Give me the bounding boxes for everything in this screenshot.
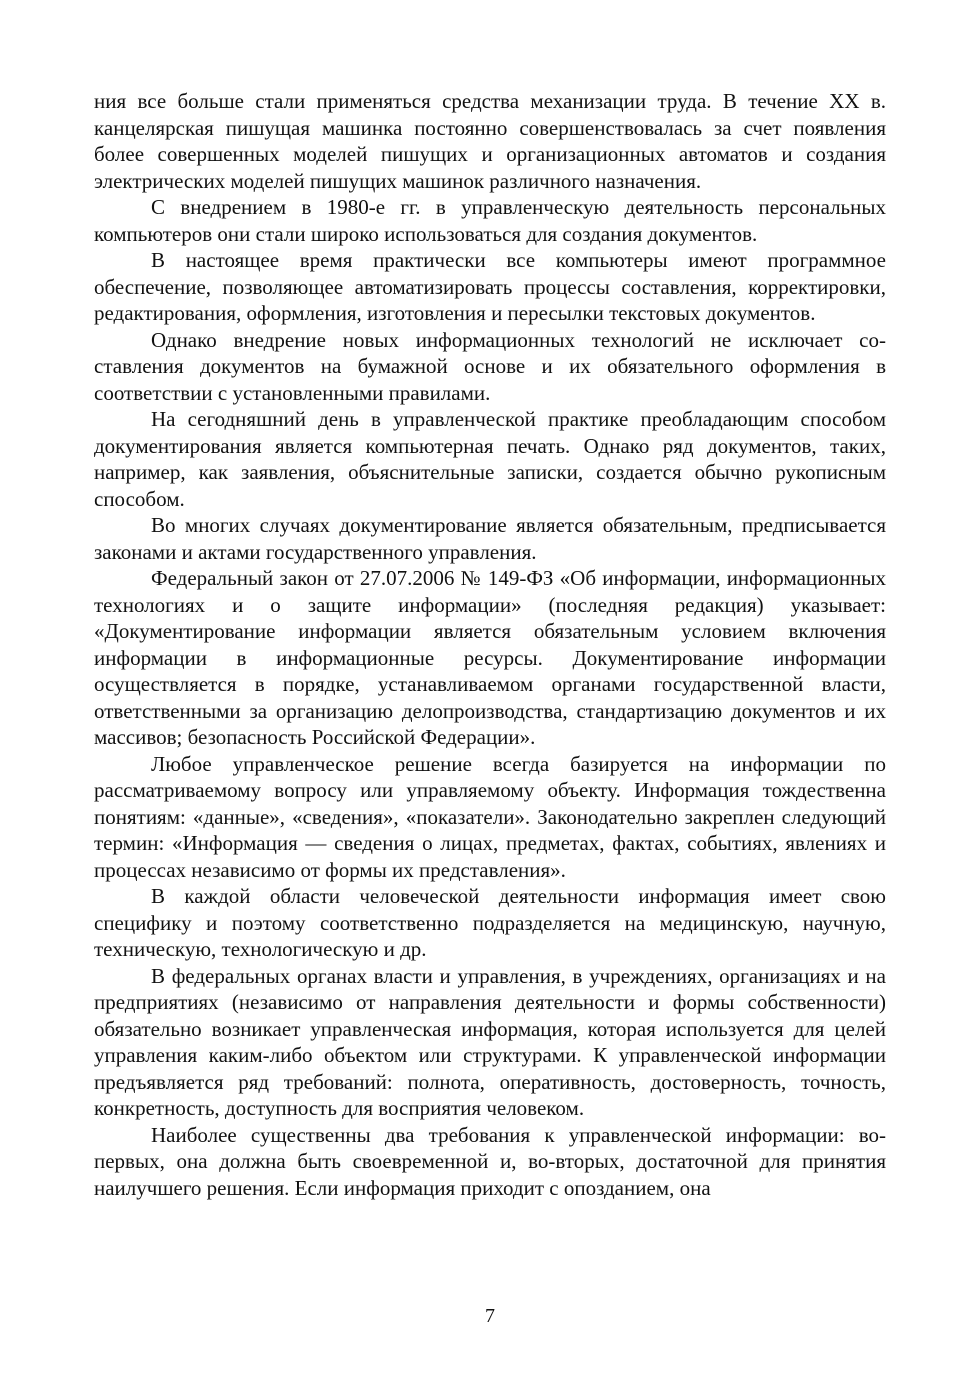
page-body	[94, 88, 886, 1201]
paragraph-continuation: ния все больше стали применяться средства механизации труда. В течение XX в. канцелярская пишущая машинка постоянно совершенствовалась за счет появления более совершенных моделей пишущих и организационных автоматов и создания электрических моделей пишущих машинок различного назначения.	[94, 89, 886, 193]
paragraph: Федеральный закон от 27.07.2006 № 149-ФЗ «Об информации, информационных технологиях и о защите информации» (последняя редакция) указывает: «Документирование информации является обязательным условием включения информации в информационные ресурсы. Документирование информации осуществляется в порядке, устанавливаемом органами государственной власти, ответственными за организацию делопроизводства, стандартизацию документов и их массивов; безопасность Российской Федерации».	[94, 566, 886, 749]
paragraph: В настоящее время практически все компьютеры имеют программное обеспечение, позволяющее автоматизировать процессы составления, корректировки, редактирования, оформления, изготовления и пересылки текстовых документов.	[94, 248, 886, 325]
paragraph: В федеральных органах власти и управления, в учреждениях, организациях и на предприятиях (независимо от направления деятельности и формы собственности) обязательно возникает управленческая информация, которая используется для целей управления каким-либо объектом или структурами. К управленческой информации предъявляется ряд требований: полнота, оперативность, достоверность, точность, конкретность, доступность для восприятия человеком.	[94, 963, 886, 1120]
paragraph: Однако внедрение новых информационных технологий не исключает составления документов на бумажной основе и их обязательного оформления в соответствии с установленными правилами.	[94, 327, 886, 405]
page-number: 7	[485, 1305, 495, 1327]
paragraph: С внедрением в 1980-е гг. в управленческую деятельность персональных компьютеров они стали широко использоваться для создания документов.	[94, 195, 886, 246]
paragraph: В каждой области человеческой деятельности информация имеет свою специфику и поэтому соответственно подразделяется на медицинскую, научную, техническую, технологическую и др.	[94, 884, 886, 961]
paragraph: На сегодняшний день в управленческой практике преобладающим способом документирования является компьютерная печать. Однако ряд документов, таких, например, как заявления, объяснительные записки, создается обычно рукописным способом.	[94, 407, 886, 511]
paragraph: Любое управленческое решение всегда базируется на информации по рассматриваемому вопросу или управляемому объекту. Информация тождественна понятиям: «данные», «сведения», «показатели». Законодательно закреплен следующий термин: «Информация — сведения о лицах, предметах, фактах, событиях, явлениях и процессах независимо от формы их представления».	[94, 751, 886, 882]
paragraph: Во многих случаях документирование является обязательным, предписывается законами и актами государственного управления.	[94, 513, 886, 564]
paragraph: Наиболее существенны два требования к управленческой информации: во-первых, она должна быть своевременной и, во-вторых, достаточной для принятия наилучшего решения. Если информация приходит с опозданием, она	[94, 1122, 886, 1200]
